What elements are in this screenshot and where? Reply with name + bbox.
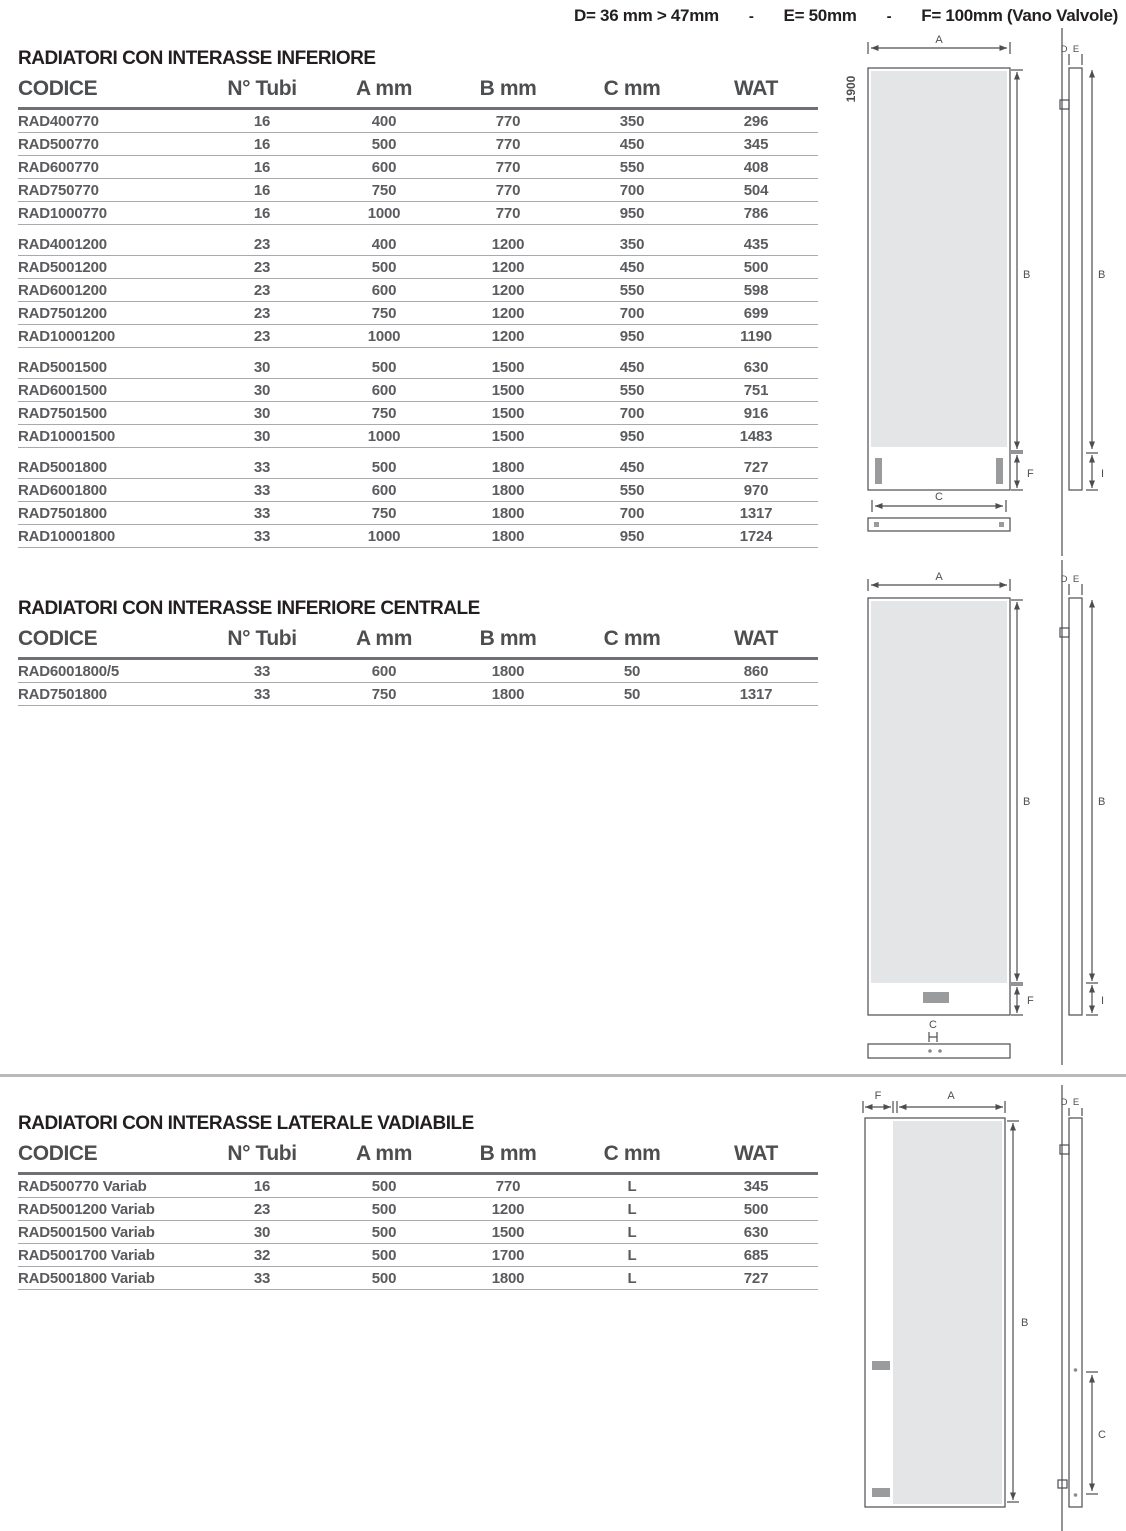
spec-cell: 600: [322, 279, 446, 302]
section-title: RADIATORI CON INTERASSE LATERALE VADIABILE: [18, 1113, 474, 1134]
spec-cell: 16: [202, 156, 322, 179]
spec-cell: 500: [322, 1198, 446, 1221]
spec-cell: 1000: [322, 325, 446, 348]
col-header-wat: WAT: [734, 627, 778, 650]
col-header-tubi: N° Tubi: [227, 77, 297, 100]
spec-cell: 700: [570, 402, 694, 425]
spec-cell: 32: [202, 1244, 322, 1267]
spec-cell: 550: [570, 156, 694, 179]
table-row: [18, 256, 818, 279]
codice-cell: RAD5001200: [18, 256, 202, 279]
spec-cell: 1200: [446, 302, 570, 325]
diagram-radiator-lateral-connections: [830, 1085, 1126, 1531]
spec-table: [18, 77, 818, 548]
col-header-wat: WAT: [734, 1142, 778, 1165]
spec-cell: 600: [322, 156, 446, 179]
spec-cell: 630: [694, 348, 818, 379]
table-row: [18, 659, 818, 683]
spec-cell: 1000: [322, 525, 446, 548]
section-interasse-laterale-variabile: [18, 1113, 818, 1290]
dim-label-e: E: [1072, 44, 1080, 55]
codice-cell: RAD10001500: [18, 425, 202, 448]
dim-label-a: A: [935, 34, 943, 46]
side-connection-lower: [1074, 1493, 1078, 1497]
radiator-panel: [871, 71, 1007, 447]
spec-cell: 1483: [694, 425, 818, 448]
spec-cell: 751: [694, 379, 818, 402]
spec-cell: 727: [694, 448, 818, 479]
table-row: [18, 133, 818, 156]
spec-cell: 786: [694, 202, 818, 225]
section-title: RADIATORI CON INTERASSE INFERIORE: [18, 48, 376, 69]
bottom-connection-right: [999, 522, 1004, 527]
spec-cell: 500: [322, 133, 446, 156]
spec-cell: 16: [202, 179, 322, 202]
spec-cell: 598: [694, 279, 818, 302]
section-interasse-inferiore-centrale: [18, 598, 818, 706]
note-separator: -: [886, 7, 892, 25]
spec-cell: L: [570, 1198, 694, 1221]
spec-cell: 500: [322, 1267, 446, 1290]
spec-cell: 50: [570, 659, 694, 683]
table-row: [18, 348, 818, 379]
dim-label-e: E: [1072, 1097, 1080, 1108]
note-f: F= 100mm (Vano Valvole): [921, 6, 1118, 25]
spec-cell: 450: [570, 348, 694, 379]
spec-cell: 950: [570, 325, 694, 348]
spec-table: [18, 1142, 818, 1290]
spec-cell: 500: [694, 256, 818, 279]
lateral-connection-upper: [872, 1361, 890, 1370]
spec-cell: 23: [202, 256, 322, 279]
codice-cell: RAD10001800: [18, 525, 202, 548]
codice-cell: RAD5001500: [18, 348, 202, 379]
col-header-c: C mm: [603, 1142, 661, 1165]
dim-label-d: D: [1060, 44, 1068, 55]
col-header-wat: WAT: [734, 77, 778, 100]
valve-connection-right: [996, 458, 1003, 484]
table-row: [18, 1267, 818, 1290]
spec-cell: 1700: [446, 1244, 570, 1267]
col-header-a: A mm: [356, 627, 412, 650]
table-row: [18, 1244, 818, 1267]
spec-cell: 1800: [446, 683, 570, 706]
spec-cell: 1500: [446, 402, 570, 425]
table-row: [18, 302, 818, 325]
spec-cell: 916: [694, 402, 818, 425]
bottom-connection-left: [874, 522, 879, 527]
table-row: [18, 448, 818, 479]
codice-cell: RAD5001500 Variab: [18, 1221, 202, 1244]
spec-cell: 296: [694, 109, 818, 133]
note-e: E= 50mm: [783, 6, 857, 25]
col-header-a: A mm: [356, 1142, 412, 1165]
dimension-notes: [574, 6, 1118, 26]
table-row: [18, 279, 818, 302]
codice-cell: RAD6001200: [18, 279, 202, 302]
spec-cell: 30: [202, 348, 322, 379]
spec-cell: 1800: [446, 659, 570, 683]
spec-cell: 33: [202, 448, 322, 479]
table-row: [18, 1221, 818, 1244]
spec-cell: 400: [322, 225, 446, 256]
spec-cell: 1190: [694, 325, 818, 348]
spec-cell: 500: [322, 448, 446, 479]
radiator-bottom-view: [868, 518, 1010, 531]
spec-cell: 685: [694, 1244, 818, 1267]
table-row: [18, 225, 818, 256]
spec-cell: 350: [570, 225, 694, 256]
codice-cell: RAD6001800: [18, 479, 202, 502]
spec-cell: 33: [202, 659, 322, 683]
col-header-b: B mm: [479, 627, 537, 650]
spec-cell: 1200: [446, 325, 570, 348]
dim-label-d: D: [1060, 574, 1068, 585]
spec-cell: 970: [694, 479, 818, 502]
spec-cell: 700: [570, 502, 694, 525]
spec-cell: L: [570, 1174, 694, 1198]
spec-cell: 950: [570, 425, 694, 448]
valve-connection-left: [875, 458, 882, 484]
spec-cell: 30: [202, 425, 322, 448]
spec-cell: 1317: [694, 502, 818, 525]
spec-cell: 1500: [446, 348, 570, 379]
codice-cell: RAD7501800: [18, 502, 202, 525]
codice-cell: RAD500770: [18, 133, 202, 156]
spec-cell: 500: [322, 1174, 446, 1198]
dim-label-b: B: [1023, 796, 1031, 808]
radiator-side-outline: [1069, 68, 1082, 490]
spec-cell: 750: [322, 402, 446, 425]
spec-cell: 770: [446, 202, 570, 225]
dim-label-c: C: [935, 491, 943, 503]
spec-cell: 770: [446, 156, 570, 179]
col-header-codice: CODICE: [18, 77, 98, 100]
spec-cell: 500: [322, 348, 446, 379]
note-d: D= 36 mm > 47mm: [574, 6, 719, 25]
col-header-c: C mm: [603, 627, 661, 650]
dim-label-b: B: [1023, 269, 1031, 281]
spec-cell: 450: [570, 256, 694, 279]
spec-cell: 1000: [322, 202, 446, 225]
col-header-b: B mm: [479, 1142, 537, 1165]
codice-cell: RAD600770: [18, 156, 202, 179]
codice-cell: RAD500770 Variab: [18, 1174, 202, 1198]
spec-cell: 550: [570, 379, 694, 402]
dim-label-i: I: [1101, 468, 1105, 480]
spec-cell: 699: [694, 302, 818, 325]
spec-cell: 860: [694, 659, 818, 683]
spec-cell: 550: [570, 279, 694, 302]
codice-cell: RAD5001800: [18, 448, 202, 479]
spec-cell: 600: [322, 379, 446, 402]
spec-cell: 30: [202, 379, 322, 402]
table-row: [18, 425, 818, 448]
spec-cell: 33: [202, 1267, 322, 1290]
col-header-tubi: N° Tubi: [227, 627, 297, 650]
diagram-radiator-central-connection: [830, 560, 1126, 1075]
diagram-radiator-bottom-connections: [830, 28, 1126, 568]
dim-label-f: F: [874, 1090, 882, 1102]
spec-cell: 950: [570, 202, 694, 225]
spec-cell: 1800: [446, 448, 570, 479]
spec-cell: 504: [694, 179, 818, 202]
spec-cell: 33: [202, 525, 322, 548]
spec-cell: 500: [322, 256, 446, 279]
spec-cell: 23: [202, 279, 322, 302]
dim-label-b: B: [1098, 269, 1106, 281]
spec-cell: 500: [322, 1244, 446, 1267]
spec-table: [18, 627, 818, 706]
spec-cell: 33: [202, 479, 322, 502]
codice-cell: RAD750770: [18, 179, 202, 202]
spec-cell: 408: [694, 156, 818, 179]
dim-label-e: E: [1072, 574, 1080, 585]
codice-cell: RAD400770: [18, 109, 202, 133]
bottom-connection-dot: [928, 1049, 932, 1053]
spec-cell: 700: [570, 302, 694, 325]
header-row: [18, 627, 818, 659]
dim-label-height: 1900: [844, 75, 858, 103]
spec-cell: 1200: [446, 279, 570, 302]
radiator-side-outline: [1069, 1118, 1082, 1507]
spec-cell: 33: [202, 683, 322, 706]
table-row: [18, 202, 818, 225]
table-row: [18, 325, 818, 348]
table-row: [18, 479, 818, 502]
spec-cell: 16: [202, 1174, 322, 1198]
codice-cell: RAD6001800/5: [18, 659, 202, 683]
spec-cell: 1800: [446, 525, 570, 548]
table-row: [18, 379, 818, 402]
spec-cell: 500: [694, 1198, 818, 1221]
spec-cell: L: [570, 1221, 694, 1244]
spec-cell: 350: [570, 109, 694, 133]
col-header-b: B mm: [479, 77, 537, 100]
spec-cell: 770: [446, 133, 570, 156]
spec-cell: 600: [322, 479, 446, 502]
spec-cell: 450: [570, 448, 694, 479]
codice-cell: RAD7501500: [18, 402, 202, 425]
spec-cell: 23: [202, 225, 322, 256]
dim-label-f: F: [1027, 468, 1034, 480]
table-row: [18, 1174, 818, 1198]
col-header-codice: CODICE: [18, 627, 98, 650]
dim-label-i: I: [1101, 995, 1105, 1007]
wall-bracket: [1060, 628, 1069, 637]
table-row: [18, 402, 818, 425]
dim-label-b: B: [1098, 796, 1106, 808]
dim-label-c: C: [929, 1019, 937, 1031]
spec-cell: 750: [322, 179, 446, 202]
note-separator: -: [748, 7, 754, 25]
spec-cell: 16: [202, 202, 322, 225]
spec-cell: 950: [570, 525, 694, 548]
table-row: [18, 1198, 818, 1221]
spec-cell: L: [570, 1267, 694, 1290]
codice-cell: RAD7501800: [18, 683, 202, 706]
spec-cell: 500: [322, 1221, 446, 1244]
dim-label-a: A: [935, 571, 943, 583]
codice-cell: RAD7501200: [18, 302, 202, 325]
section-title: RADIATORI CON INTERASSE INFERIORE CENTRALE: [18, 598, 480, 619]
spec-cell: 1800: [446, 502, 570, 525]
central-connection: [923, 992, 949, 1003]
spec-cell: 30: [202, 1221, 322, 1244]
table-row: [18, 156, 818, 179]
spec-cell: 1000: [322, 425, 446, 448]
section-interasse-inferiore: [18, 48, 818, 548]
spec-cell: 770: [446, 1174, 570, 1198]
spec-cell: 750: [322, 502, 446, 525]
col-header-a: A mm: [356, 77, 412, 100]
lateral-connection-lower: [872, 1488, 890, 1497]
header-row: [18, 77, 818, 109]
codice-cell: RAD1000770: [18, 202, 202, 225]
spec-cell: 727: [694, 1267, 818, 1290]
spec-cell: 1500: [446, 425, 570, 448]
spec-cell: 770: [446, 179, 570, 202]
spec-cell: 1800: [446, 1267, 570, 1290]
spec-cell: 16: [202, 109, 322, 133]
wall-bracket: [1060, 100, 1069, 109]
spec-cell: 23: [202, 325, 322, 348]
spec-cell: 630: [694, 1221, 818, 1244]
side-connection-upper: [1074, 1368, 1078, 1372]
spec-cell: 400: [322, 109, 446, 133]
dim-label-c: C: [1098, 1429, 1106, 1441]
spec-cell: 1724: [694, 525, 818, 548]
codice-cell: RAD5001700 Variab: [18, 1244, 202, 1267]
spec-cell: 1200: [446, 256, 570, 279]
spec-cell: 30: [202, 402, 322, 425]
spec-cell: 1200: [446, 225, 570, 256]
spec-cell: 1500: [446, 1221, 570, 1244]
spec-cell: 700: [570, 179, 694, 202]
dim-label-a: A: [947, 1090, 955, 1102]
table-row: [18, 525, 818, 548]
codice-cell: RAD5001200 Variab: [18, 1198, 202, 1221]
table-row: [18, 683, 818, 706]
spec-cell: 435: [694, 225, 818, 256]
spec-cell: 600: [322, 659, 446, 683]
radiator-panel: [893, 1121, 1002, 1504]
col-header-c: C mm: [603, 77, 661, 100]
spec-cell: 550: [570, 479, 694, 502]
dim-label-d: D: [1060, 1097, 1068, 1108]
codice-cell: RAD5001800 Variab: [18, 1267, 202, 1290]
spec-cell: 450: [570, 133, 694, 156]
spec-cell: 23: [202, 302, 322, 325]
radiator-panel: [871, 601, 1007, 983]
spec-cell: 1200: [446, 1198, 570, 1221]
spec-cell: 50: [570, 683, 694, 706]
spec-cell: 23: [202, 1198, 322, 1221]
col-header-tubi: N° Tubi: [227, 1142, 297, 1165]
spec-cell: 1500: [446, 379, 570, 402]
spec-cell: 345: [694, 1174, 818, 1198]
spec-cell: L: [570, 1244, 694, 1267]
radiator-side-outline: [1069, 598, 1082, 1015]
table-row: [18, 502, 818, 525]
spec-cell: 1800: [446, 479, 570, 502]
spec-cell: 16: [202, 133, 322, 156]
dim-label-b: B: [1021, 1317, 1029, 1329]
bottom-connection-dot: [938, 1049, 942, 1053]
spec-cell: 345: [694, 133, 818, 156]
wall-bracket: [1060, 1145, 1069, 1154]
table-row: [18, 179, 818, 202]
dim-label-f: F: [1027, 995, 1034, 1007]
codice-cell: RAD10001200: [18, 325, 202, 348]
codice-cell: RAD6001500: [18, 379, 202, 402]
header-row: [18, 1142, 818, 1174]
spec-cell: 33: [202, 502, 322, 525]
codice-cell: RAD4001200: [18, 225, 202, 256]
spec-cell: 1317: [694, 683, 818, 706]
spec-cell: 750: [322, 302, 446, 325]
spec-cell: 750: [322, 683, 446, 706]
table-row: [18, 109, 818, 133]
spec-cell: 770: [446, 109, 570, 133]
col-header-codice: CODICE: [18, 1142, 98, 1165]
